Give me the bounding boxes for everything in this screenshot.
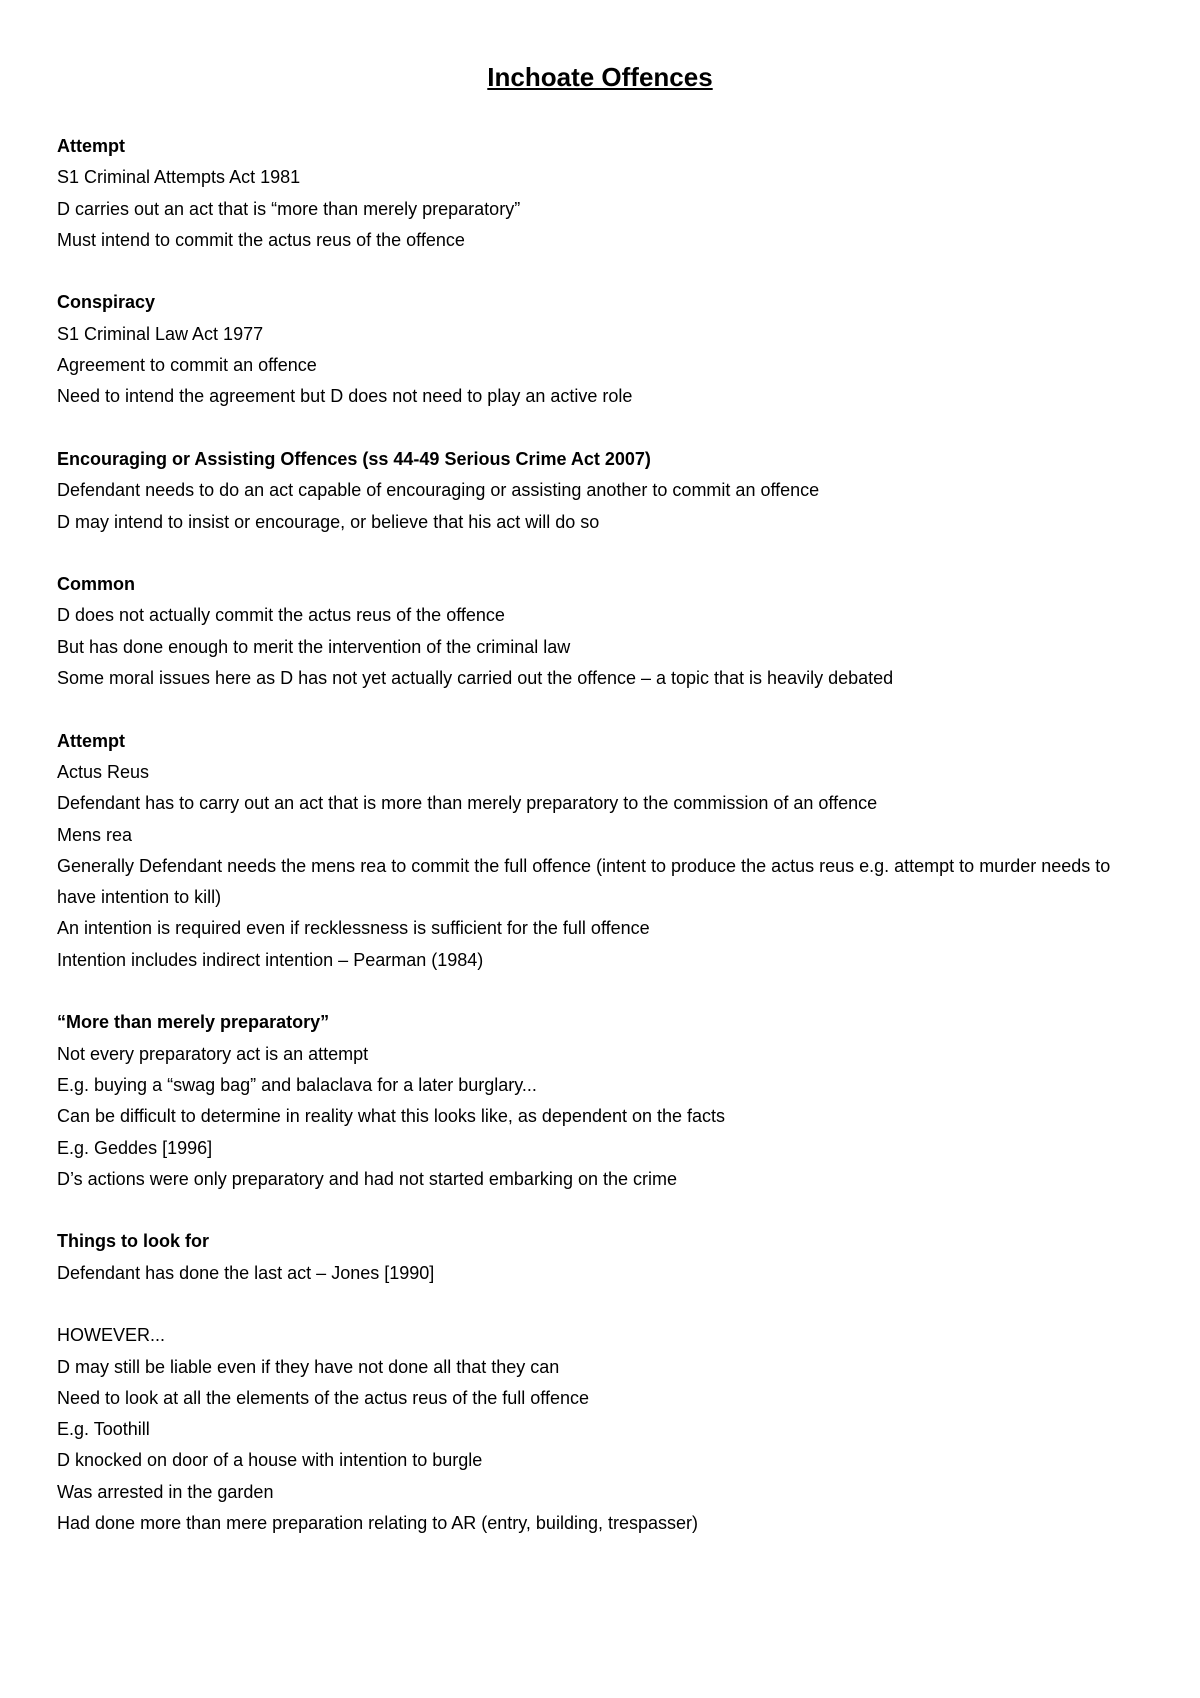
section-line: D may still be liable even if they have not done all that they can [57,1356,560,1377]
document-section [57,444,1137,538]
section-heading: Attempt [57,136,125,156]
section-line: D carries out an act that is “more than merely preparatory” [57,198,521,219]
section-line: Some moral issues here as D has not yet actually carried out the offence – a topic that is heavily debated [57,668,894,689]
section-line: Defendant has to carry out an act that is more than merely preparatory to the commission of an offence [57,793,878,814]
section-line: Agreement to commit an offence [57,355,317,376]
section-line: Need to look at all the elements of the actus reus of the full offence [57,1387,589,1408]
section-line: HOWEVER... [57,1325,166,1346]
section-line: E.g. buying a “swag bag” and balaclava for a later burglary... [57,1074,537,1095]
section-line: Defendant has done the last act – Jones [1990] [57,1262,435,1283]
section-line: An intention is required even if recklessness is sufficient for the full offence [57,918,650,939]
section-line: S1 Criminal Attempts Act 1981 [57,167,301,188]
section-line: D may intend to insist or encourage, or believe that his act will do so [57,511,600,532]
section-line: D’s actions were only preparatory and had not started embarking on the crime [57,1168,677,1189]
section-line: Was arrested in the garden [57,1481,274,1502]
section-line: Need to intend the agreement but D does not need to play an active role [57,386,633,407]
section-line: Had done more than mere preparation relating to AR (entry, building, trespasser) [57,1513,699,1534]
document-title: Inchoate Offences [487,62,713,92]
document-section [57,287,1137,412]
section-line: D does not actually commit the actus reus of the offence [57,605,505,626]
document-section [57,1320,1137,1539]
section-heading: Attempt [57,730,125,751]
section-heading: Common [57,574,135,595]
section-line: Mens rea [57,824,133,845]
section-heading: Encouraging or Assisting Offences (ss 44-49 Serious Crime Act 2007) [57,448,651,469]
section-heading: “More than merely preparatory” [57,1012,330,1033]
section-line: But has done enough to merit the intervention of the criminal law [57,636,571,657]
section-line: Defendant needs to do an act capable of encouraging or assisting another to commit an offence [57,480,820,501]
document-section [57,1007,1137,1195]
section-line: D knocked on door of a house with intention to burgle [57,1450,483,1471]
section-line: E.g. Geddes [1996] [57,1137,213,1158]
document-section [57,569,1137,694]
section-heading: Conspiracy [57,292,156,313]
document-section [57,726,1137,976]
document-section [57,131,1137,256]
section-line: E.g. Toothill [57,1419,150,1440]
section-line: Generally Defendant needs the mens rea to commit the full offence (intent to produce the actus reus e.g. attempt to murder needs to have intention to kill) [57,855,1111,908]
section-line: S1 Criminal Law Act 1977 [57,323,264,344]
section-line: Actus Reus [57,761,150,782]
section-line: Intention includes indirect intention – Pearman (1984) [57,949,484,970]
section-line: Must intend to commit the actus reus of the offence [57,229,465,250]
document-body [57,131,1137,1571]
document-section [57,1226,1137,1289]
section-line: Not every preparatory act is an attempt [57,1043,369,1064]
section-heading: Things to look for [57,1231,209,1252]
section-line: Can be difficult to determine in reality what this looks like, as dependent on the facts [57,1106,726,1127]
